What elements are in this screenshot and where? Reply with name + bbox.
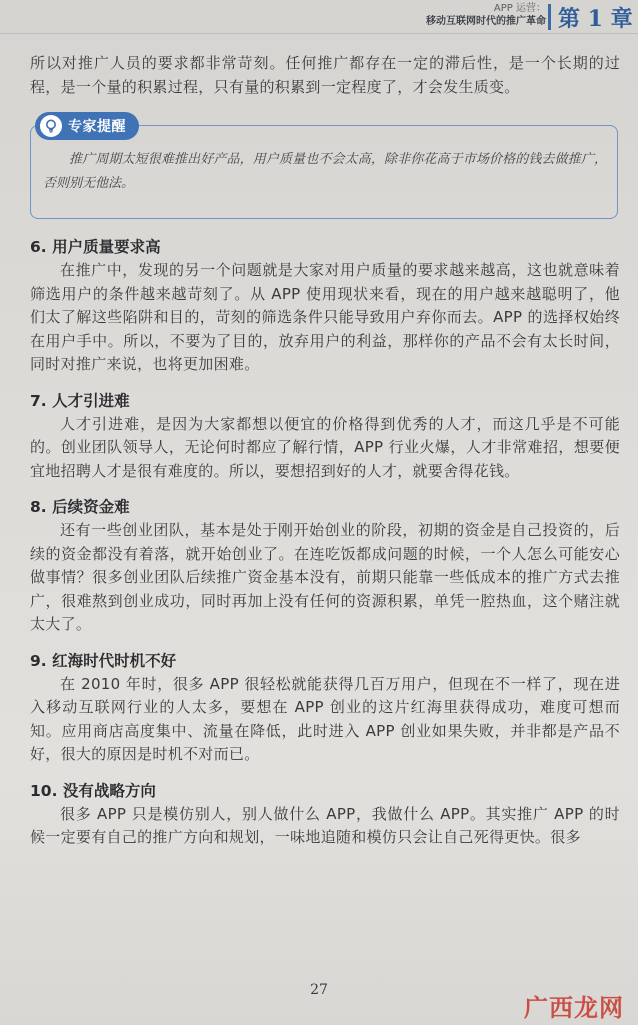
section-heading: 7. 人才引进难 [30,391,130,410]
header-rule [0,33,638,34]
page-header [0,0,638,36]
expert-tip-box [30,119,618,219]
section-heading: 10. 没有战略方向 [30,781,156,800]
watermark-logo: 广西龙网 [524,994,624,1022]
section-paragraph: 在 2010 年时，很多 APP 很轻松就能获得几百万用户，但现在不一样了，现在进入移动互联网行业的人太多，要想在 APP 创业的这片红海里获得成功，难度可想而知。应用商店高度集中、流量在降低，此时进入 APP 创业如果失败，并非都是产品不好，很大的原因是时机不对而已。 [30,674,620,763]
lightbulb-icon [40,115,62,137]
page-number: 27 [310,982,328,998]
chapter-label: 第 1 章 [558,6,633,32]
book-subtitle: 移动互联网时代的推广革命 [426,16,546,27]
expert-tip-title: 专家提醒 [68,119,126,135]
section-paragraph: 在推广中，发现的另一个问题就是大家对用户质量的要求越来越高，这也就意味着筛选用户的条件越来越苛刻了。从 APP 使用现状来看，现在的用户越来越聪明了，他们太了解这些陷阱和目的，苛刻的筛选条件只能导致用户弃你而去。APP 的选择权始终在用户手中。所以，不要为了目的，放弃用户的利益，那样你的产品不会有太长时间，同时对推广来说，也将更加困难。 [30,261,620,373]
intro-paragraph: 所以对推广人员的要求都非常苛刻。任何推广都存在一定的滞后性，是一个长期的过程，是一个量的积累过程，只有量的积累到一定程度了，才会发生质变。 [30,54,620,96]
section-paragraph: 还有一些创业团队，基本是处于刚开始创业的阶段，初期的资金是自己投资的，后续的资金都没有着落，就开始创业了。在连吃饭都成问题的时候，一个人怎么可能安心做事情？很多创业团队后续推广资金基本没有，前期只能靠一些低成本的推广方式去推广，很难熬到创业成功，同时再加上没有任何的资源积累，单凭一腔热血，这个赌注就太大了。 [30,521,620,633]
section-paragraph: 人才引进难，是因为大家都想以便宜的价格得到优秀的人才，而这几乎是不可能的。创业团队领导人，无论何时都应了解行情，APP 行业火爆，人才非常难招，想要便宜地招聘人才是很有难度的。所以，要想招到好的人才，就要舍得花钱。 [30,414,620,480]
page-content [30,52,620,850]
expert-tip-text: 推广周期太短很难推出好产品，用户质量也不会太高，除非你花高于市场价格的钱去做推广，否则别无他法。 [43,152,607,191]
expert-tip-badge [35,112,139,140]
section-heading: 9. 红海时代时机不好 [30,651,177,670]
section-paragraph: 很多 APP 只是模仿别人，别人做什么 APP，我做什么 APP。其实推广 APP 的时候一定要有自己的推广方向和规划，一味地追随和模仿只会让自己死得更快。很多 [30,804,620,846]
running-header [426,2,546,28]
book-title: APP 运营： [493,3,546,14]
section-heading: 6. 用户质量要求高 [30,238,161,256]
section-heading: 8. 后续资金难 [30,498,130,516]
header-divider [548,4,551,30]
